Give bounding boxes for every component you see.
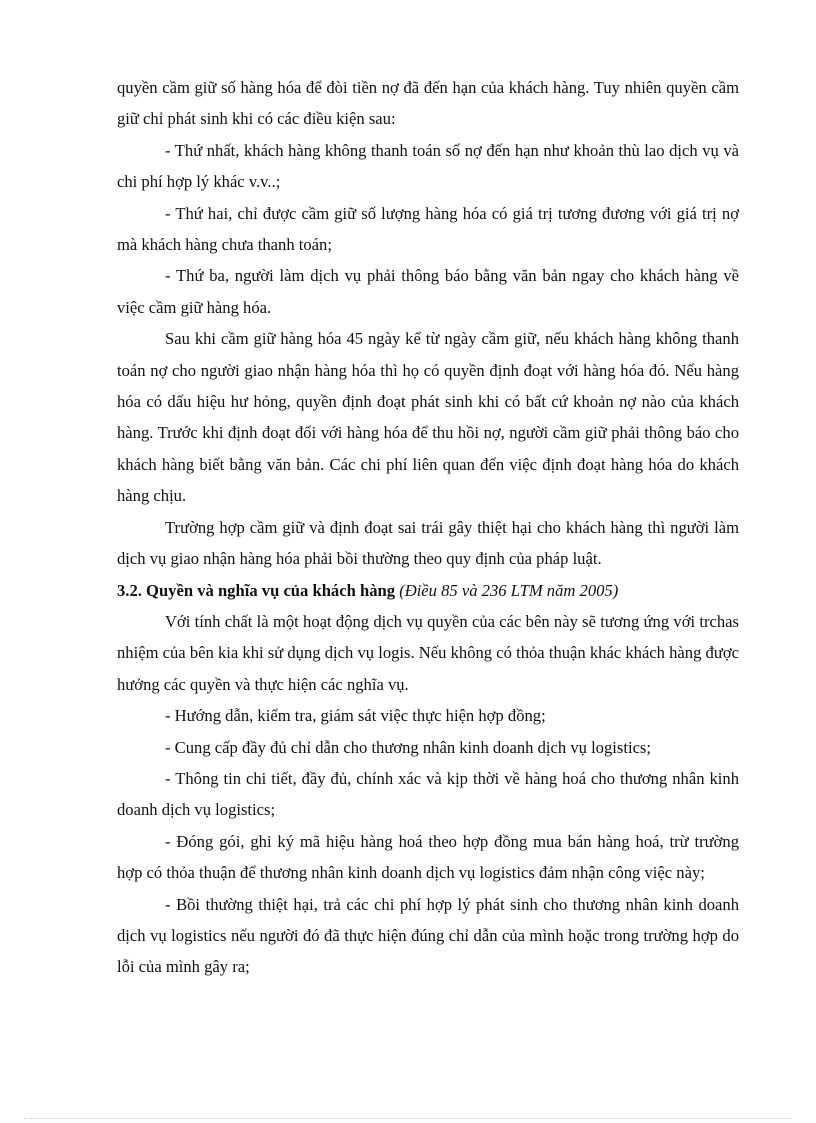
paragraph: quyền cầm giữ số hàng hóa để đòi tiền nợ đã đến hạn của khách hàng. Tuy nhiên quyền cầm giữ chỉ phát sinh khi có các điều kiện sau: bbox=[117, 78, 739, 129]
paragraph: - Thứ nhất, khách hàng không thanh toán số nợ đến hạn như khoản thù lao dịch vụ và chi phí hợp lý khác v.v..; bbox=[117, 140, 739, 192]
paragraph: - Thứ ba, người làm dịch vụ phải thông báo bằng văn bản ngay cho khách hàng về việc cầm giữ hàng hóa. bbox=[117, 266, 739, 317]
document-page bbox=[117, 72, 739, 983]
paragraph: Sau khi cầm giữ hàng hóa 45 ngày kể từ ngày cầm giữ, nếu khách hàng không thanh toán nợ cho người giao nhận hàng hóa thì họ có quyền định đoạt với hàng hóa đó. Nếu hàng hóa có dấu hiệu hư hỏng, quyền định đoạt phát sinh khi có bất cứ khoản nợ nào của khách hàng. Trước khi định đoạt đối với hàng hóa để thu hồi nợ, người cầm giữ phải thông báo cho khách hàng biết bằng văn bản. Các chi phí liên quan đến việc định đoạt hàng hóa do khách hàng chịu. bbox=[117, 329, 739, 506]
paragraph: - Thông tin chi tiết, đầy đủ, chính xác và kịp thời về hàng hoá cho thương nhân kinh doanh dịch vụ logistics; bbox=[117, 768, 739, 820]
paragraph: - Cung cấp đầy đủ chỉ dẫn cho thương nhân kinh doanh dịch vụ logistics; bbox=[165, 737, 651, 757]
paragraph: Trường hợp cầm giữ và định đoạt sai trái gây thiệt hại cho khách hàng thì người làm dịch vụ giao nhận hàng hóa phải bồi thường theo quy định của pháp luật. bbox=[117, 517, 739, 569]
section-heading-title: 3.2. Quyền và nghĩa vụ của khách hàng bbox=[117, 580, 396, 600]
section-heading bbox=[117, 575, 739, 606]
paragraph: - Thứ hai, chỉ được cầm giữ số lượng hàng hóa có giá trị tương đương với giá trị nợ mà khách hàng chưa thanh toán; bbox=[117, 203, 739, 255]
section-heading-reference: (Điều 85 và 236 LTM năm 2005) bbox=[399, 580, 619, 600]
page-bottom-rule bbox=[24, 1118, 792, 1119]
paragraph: - Hướng dẫn, kiểm tra, giám sát việc thực hiện hợp đồng; bbox=[165, 706, 546, 726]
paragraph: Với tính chất là một hoạt động dịch vụ quyền của các bên này sẽ tương ứng với trchas nhiệm của bên kia khi sử dụng dịch vụ logis. Nếu không có thỏa thuận khác khách hàng được hưởng các quyền và thực hiện các nghĩa vụ. bbox=[117, 611, 739, 694]
paragraph: - Bồi thường thiệt hại, trả các chi phí hợp lý phát sinh cho thương nhân kinh doanh dịch vụ logistics nếu người đó đã thực hiện đúng chỉ dẫn của mình hoặc trong trường hợp do lỗi của mình gây ra; bbox=[117, 894, 739, 977]
paragraph: - Đóng gói, ghi ký mã hiệu hàng hoá theo hợp đồng mua bán hàng hoá, trừ trường hợp có thỏa thuận để thương nhân kinh doanh dịch vụ logistics đảm nhận công việc này; bbox=[117, 831, 739, 883]
